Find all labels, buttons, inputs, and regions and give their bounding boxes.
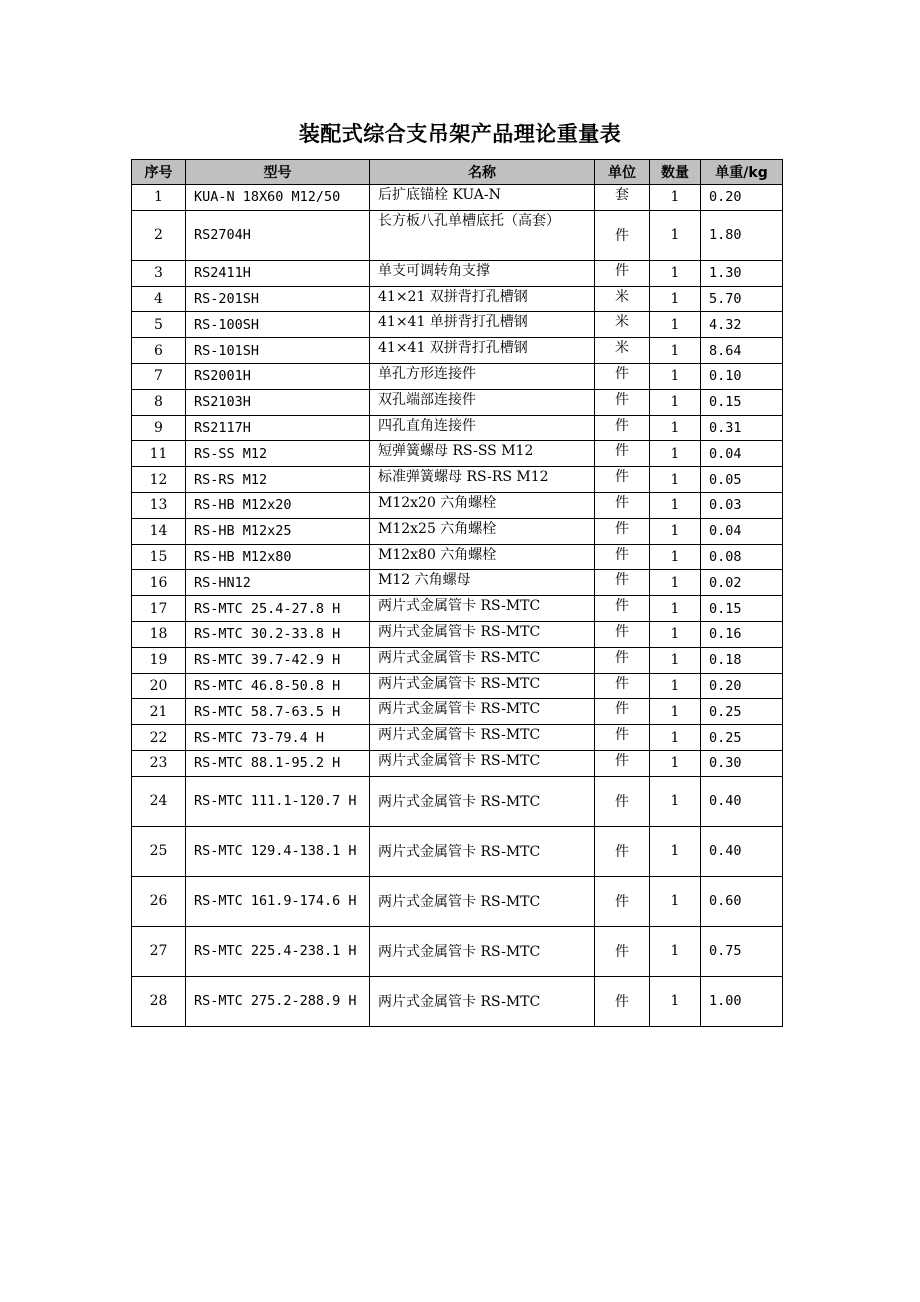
cell-quantity: 1 [650, 467, 701, 493]
cell-serial-no: 11 [132, 441, 186, 467]
cell-quantity: 1 [650, 725, 701, 751]
weight-table [131, 159, 783, 1027]
table-row [132, 926, 783, 976]
cell-unit-weight: 4.32 [701, 312, 783, 338]
cell-unit: 件 [595, 363, 650, 389]
cell-name: 41×41 双拼背打孔槽钢 [370, 338, 595, 364]
cell-quantity: 1 [650, 570, 701, 596]
cell-unit-weight: 0.20 [701, 185, 783, 211]
table-row [132, 776, 783, 826]
table-row [132, 621, 783, 647]
cell-model: RS-HB M12x80 [186, 544, 370, 570]
cell-model: RS-MTC 73-79.4 H [186, 725, 370, 751]
cell-unit: 件 [595, 976, 650, 1026]
cell-unit: 套 [595, 185, 650, 211]
cell-serial-no: 22 [132, 725, 186, 751]
cell-model: RS-MTC 39.7-42.9 H [186, 647, 370, 673]
cell-serial-no: 15 [132, 544, 186, 570]
cell-name: 长方板八孔单槽底托（高套） [370, 210, 595, 260]
cell-unit-weight: 0.25 [701, 699, 783, 725]
table-row [132, 518, 783, 544]
cell-unit-weight: 0.03 [701, 492, 783, 518]
cell-quantity: 1 [650, 492, 701, 518]
cell-unit: 件 [595, 260, 650, 286]
cell-model: RS-MTC 161.9-174.6 H [186, 876, 370, 926]
cell-name: M12x80 六角螺栓 [370, 544, 595, 570]
cell-serial-no: 28 [132, 976, 186, 1026]
cell-serial-no: 25 [132, 826, 186, 876]
table-row [132, 210, 783, 260]
cell-name: M12x20 六角螺栓 [370, 492, 595, 518]
cell-unit: 米 [595, 338, 650, 364]
table-row [132, 596, 783, 622]
cell-serial-no: 4 [132, 286, 186, 312]
cell-model: RS-MTC 58.7-63.5 H [186, 699, 370, 725]
cell-quantity: 1 [650, 338, 701, 364]
cell-serial-no: 17 [132, 596, 186, 622]
table-row [132, 312, 783, 338]
cell-quantity: 1 [650, 415, 701, 441]
cell-model: RS-MTC 275.2-288.9 H [186, 976, 370, 1026]
cell-model: RS-MTC 111.1-120.7 H [186, 776, 370, 826]
cell-name: 两片式金属管卡 RS-MTC [370, 647, 595, 673]
cell-model: RS2001H [186, 363, 370, 389]
cell-name: 两片式金属管卡 RS-MTC [370, 725, 595, 751]
cell-unit: 件 [595, 544, 650, 570]
cell-unit: 件 [595, 210, 650, 260]
table-row [132, 673, 783, 699]
cell-unit: 件 [595, 926, 650, 976]
cell-serial-no: 27 [132, 926, 186, 976]
cell-unit-weight: 0.15 [701, 596, 783, 622]
cell-name: 两片式金属管卡 RS-MTC [370, 750, 595, 776]
table-row [132, 725, 783, 751]
cell-quantity: 1 [650, 876, 701, 926]
cell-unit-weight: 0.04 [701, 441, 783, 467]
cell-serial-no: 19 [132, 647, 186, 673]
cell-serial-no: 23 [132, 750, 186, 776]
cell-unit-weight: 5.70 [701, 286, 783, 312]
cell-model: RS-201SH [186, 286, 370, 312]
cell-name: 四孔直角连接件 [370, 415, 595, 441]
cell-model: RS-MTC 46.8-50.8 H [186, 673, 370, 699]
cell-model: RS2117H [186, 415, 370, 441]
cell-model: RS-MTC 225.4-238.1 H [186, 926, 370, 976]
cell-unit-weight: 0.30 [701, 750, 783, 776]
cell-unit-weight: 1.80 [701, 210, 783, 260]
cell-quantity: 1 [650, 647, 701, 673]
cell-unit-weight: 0.20 [701, 673, 783, 699]
cell-serial-no: 8 [132, 389, 186, 415]
cell-unit-weight: 0.31 [701, 415, 783, 441]
cell-quantity: 1 [650, 363, 701, 389]
cell-unit: 件 [595, 776, 650, 826]
cell-quantity: 1 [650, 750, 701, 776]
cell-serial-no: 14 [132, 518, 186, 544]
cell-serial-no: 9 [132, 415, 186, 441]
cell-model: RS2411H [186, 260, 370, 286]
cell-quantity: 1 [650, 699, 701, 725]
cell-model: RS-100SH [186, 312, 370, 338]
table-row [132, 389, 783, 415]
cell-unit: 件 [595, 826, 650, 876]
page-title: 装配式综合支吊架产品理论重量表 [298, 122, 622, 146]
cell-name: 两片式金属管卡 RS-MTC [370, 826, 595, 876]
cell-unit: 件 [595, 492, 650, 518]
cell-name: 两片式金属管卡 RS-MTC [370, 596, 595, 622]
cell-unit-weight: 0.05 [701, 467, 783, 493]
cell-name: 单支可调转角支撑 [370, 260, 595, 286]
table-row [132, 363, 783, 389]
cell-unit-weight: 8.64 [701, 338, 783, 364]
cell-unit: 件 [595, 699, 650, 725]
cell-name: 两片式金属管卡 RS-MTC [370, 699, 595, 725]
cell-model: RS2704H [186, 210, 370, 260]
cell-model: RS-RS M12 [186, 467, 370, 493]
table-row [132, 876, 783, 926]
header-unit-weight: 单重/kg [701, 160, 783, 185]
cell-unit-weight: 0.18 [701, 647, 783, 673]
cell-unit-weight: 0.02 [701, 570, 783, 596]
cell-quantity: 1 [650, 518, 701, 544]
cell-quantity: 1 [650, 544, 701, 570]
table-row [132, 415, 783, 441]
cell-name: 两片式金属管卡 RS-MTC [370, 926, 595, 976]
cell-unit-weight: 0.08 [701, 544, 783, 570]
cell-unit: 件 [595, 518, 650, 544]
table-row [132, 647, 783, 673]
cell-quantity: 1 [650, 260, 701, 286]
cell-name: M12 六角螺母 [370, 570, 595, 596]
cell-unit-weight: 0.04 [701, 518, 783, 544]
cell-unit-weight: 1.30 [701, 260, 783, 286]
table-row [132, 570, 783, 596]
cell-quantity: 1 [650, 621, 701, 647]
cell-serial-no: 12 [132, 467, 186, 493]
cell-unit: 米 [595, 312, 650, 338]
cell-unit: 件 [595, 467, 650, 493]
cell-serial-no: 2 [132, 210, 186, 260]
cell-quantity: 1 [650, 185, 701, 211]
header-unit: 单位 [595, 160, 650, 185]
cell-quantity: 1 [650, 826, 701, 876]
table-row [132, 544, 783, 570]
cell-name: 41×21 双拼背打孔槽钢 [370, 286, 595, 312]
cell-quantity: 1 [650, 926, 701, 976]
cell-name: 两片式金属管卡 RS-MTC [370, 976, 595, 1026]
cell-name: 两片式金属管卡 RS-MTC [370, 876, 595, 926]
header-serial-no: 序号 [132, 160, 186, 185]
table-row [132, 976, 783, 1026]
cell-serial-no: 13 [132, 492, 186, 518]
cell-name: 两片式金属管卡 RS-MTC [370, 673, 595, 699]
cell-serial-no: 24 [132, 776, 186, 826]
cell-unit: 件 [595, 621, 650, 647]
cell-unit: 件 [595, 647, 650, 673]
cell-serial-no: 20 [132, 673, 186, 699]
cell-quantity: 1 [650, 286, 701, 312]
cell-unit-weight: 0.40 [701, 826, 783, 876]
table-row [132, 699, 783, 725]
cell-model: RS-HB M12x25 [186, 518, 370, 544]
cell-model: RS2103H [186, 389, 370, 415]
cell-unit: 件 [595, 389, 650, 415]
cell-unit-weight: 0.25 [701, 725, 783, 751]
cell-model: RS-MTC 25.4-27.8 H [186, 596, 370, 622]
cell-quantity: 1 [650, 210, 701, 260]
cell-serial-no: 21 [132, 699, 186, 725]
cell-model: RS-MTC 88.1-95.2 H [186, 750, 370, 776]
cell-serial-no: 16 [132, 570, 186, 596]
cell-quantity: 1 [650, 673, 701, 699]
cell-model: RS-101SH [186, 338, 370, 364]
cell-model: RS-HB M12x20 [186, 492, 370, 518]
cell-model: RS-HN12 [186, 570, 370, 596]
cell-name: 双孔端部连接件 [370, 389, 595, 415]
cell-name: 两片式金属管卡 RS-MTC [370, 776, 595, 826]
table-row [132, 467, 783, 493]
table-row [132, 286, 783, 312]
cell-quantity: 1 [650, 441, 701, 467]
cell-serial-no: 1 [132, 185, 186, 211]
table-header-row [132, 160, 783, 185]
cell-name: 41×41 单拼背打孔槽钢 [370, 312, 595, 338]
cell-quantity: 1 [650, 389, 701, 415]
cell-serial-no: 18 [132, 621, 186, 647]
table-row [132, 185, 783, 211]
cell-model: RS-SS M12 [186, 441, 370, 467]
cell-unit: 件 [595, 570, 650, 596]
cell-unit-weight: 0.15 [701, 389, 783, 415]
cell-model: KUA-N 18X60 M12/50 [186, 185, 370, 211]
cell-model: RS-MTC 129.4-138.1 H [186, 826, 370, 876]
table-row [132, 260, 783, 286]
cell-name: 两片式金属管卡 RS-MTC [370, 621, 595, 647]
cell-serial-no: 3 [132, 260, 186, 286]
cell-quantity: 1 [650, 596, 701, 622]
cell-unit-weight: 0.16 [701, 621, 783, 647]
table-body [132, 185, 783, 1027]
table-row [132, 826, 783, 876]
header-name: 名称 [370, 160, 595, 185]
cell-serial-no: 7 [132, 363, 186, 389]
cell-quantity: 1 [650, 312, 701, 338]
table-row [132, 750, 783, 776]
cell-model: RS-MTC 30.2-33.8 H [186, 621, 370, 647]
table-row [132, 338, 783, 364]
cell-quantity: 1 [650, 776, 701, 826]
cell-unit-weight: 1.00 [701, 976, 783, 1026]
cell-unit: 件 [595, 750, 650, 776]
cell-name: 后扩底锚栓 KUA-N [370, 185, 595, 211]
cell-unit: 米 [595, 286, 650, 312]
header-quantity: 数量 [650, 160, 701, 185]
cell-unit-weight: 0.40 [701, 776, 783, 826]
header-model: 型号 [186, 160, 370, 185]
cell-unit-weight: 0.75 [701, 926, 783, 976]
cell-unit: 件 [595, 596, 650, 622]
table-row [132, 492, 783, 518]
table-row [132, 441, 783, 467]
cell-name: 标准弹簧螺母 RS-RS M12 [370, 467, 595, 493]
cell-unit-weight: 0.10 [701, 363, 783, 389]
cell-unit: 件 [595, 673, 650, 699]
cell-unit: 件 [595, 415, 650, 441]
cell-serial-no: 5 [132, 312, 186, 338]
cell-name: 短弹簧螺母 RS-SS M12 [370, 441, 595, 467]
cell-name: 单孔方形连接件 [370, 363, 595, 389]
cell-serial-no: 26 [132, 876, 186, 926]
cell-unit-weight: 0.60 [701, 876, 783, 926]
cell-quantity: 1 [650, 976, 701, 1026]
cell-unit: 件 [595, 441, 650, 467]
cell-unit: 件 [595, 876, 650, 926]
cell-serial-no: 6 [132, 338, 186, 364]
cell-unit: 件 [595, 725, 650, 751]
cell-name: M12x25 六角螺栓 [370, 518, 595, 544]
